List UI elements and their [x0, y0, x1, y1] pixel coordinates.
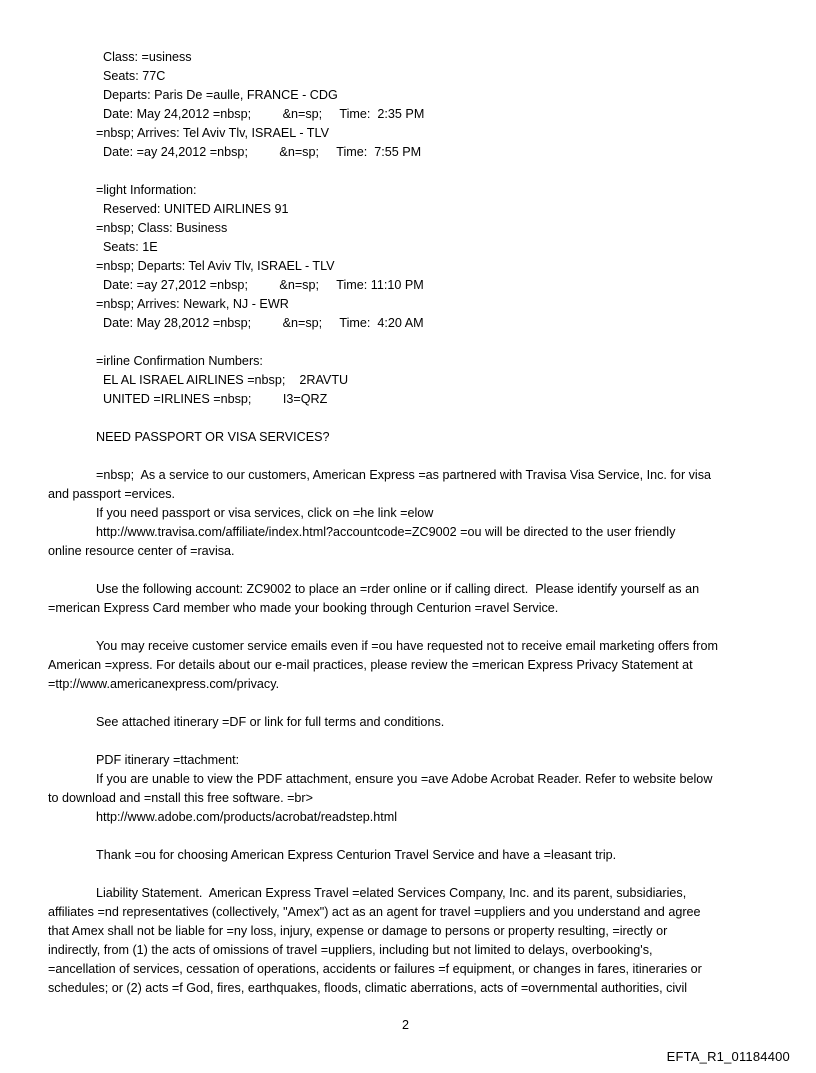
- page-number: 2: [402, 1018, 410, 1032]
- paragraph-line: American =xpress. For details about our e-mail practices, please review the =merican Express Privacy Statement at: [48, 658, 693, 672]
- passport-heading: NEED PASSPORT OR VISA SERVICES?: [96, 430, 330, 444]
- segment2-heading: =light Information:: [96, 183, 197, 197]
- segment2-depart-date: Date: =ay 27,2012 =nbsp; &n=sp; Time: 11:10 PM: [96, 278, 424, 292]
- paragraph-line: online resource center of =ravisa.: [48, 544, 235, 558]
- paragraph-line: =ancellation of services, cessation of operations, accidents or failures =f equipment, or changes in fares, itineraries or: [48, 962, 702, 976]
- segment2-class: =nbsp; Class: Business: [96, 221, 228, 235]
- segment2-arrive-date: Date: May 28,2012 =nbsp; &n=sp; Time: 4:20 AM: [96, 316, 424, 330]
- paragraph-line: Thank =ou for choosing American Express Centurion Travel Service and have a =leasant trip.: [96, 848, 617, 862]
- paragraph-line: to download and =nstall this free software. =br>: [48, 791, 313, 805]
- paragraph-line: If you need passport or visa services, click on =he link =elow: [96, 506, 434, 520]
- paragraph-line: affiliates =nd representatives (collectively, "Amex") act as an agent for travel =uppliers and you understand and agree: [48, 905, 701, 919]
- paragraph-line: If you are unable to view the PDF attachment, ensure you =ave Adobe Acrobat Reader. Refer to website below: [96, 772, 713, 786]
- segment2-departs: =nbsp; Departs: Tel Aviv Tlv, ISRAEL - TLV: [96, 259, 335, 273]
- paragraph-line: =merican Express Card member who made your booking through Centurion =ravel Service.: [48, 601, 559, 615]
- paragraph-line: See attached itinerary =DF or link for full terms and conditions.: [96, 715, 445, 729]
- document-id: EFTA_R1_01184400: [666, 1049, 790, 1064]
- confirmations-heading: =irline Confirmation Numbers:: [96, 354, 263, 368]
- paragraph-line: You may receive customer service emails even if =ou have requested not to receive email marketing offers from: [96, 639, 718, 653]
- segment1-class: Class: =usiness: [96, 50, 192, 64]
- confirmation-united: UNITED =IRLINES =nbsp; I3=QRZ: [96, 392, 328, 406]
- paragraph-line: Use the following account: ZC9002 to place an =rder online or if calling direct. Please identify yourself as an: [96, 582, 700, 596]
- paragraph-line: =nbsp; As a service to our customers, American Express =as partnered with Travisa Visa Service, Inc. for visa: [96, 468, 712, 482]
- segment1-arrives: =nbsp; Arrives: Tel Aviv Tlv, ISRAEL - TLV: [96, 126, 329, 140]
- paragraph-line: and passport =ervices.: [48, 487, 176, 501]
- paragraph-line: Liability Statement. American Express Travel =elated Services Company, Inc. and its parent, subsidiaries,: [96, 886, 687, 900]
- segment2-reserved: Reserved: UNITED AIRLINES 91: [96, 202, 289, 216]
- segment2-arrives: =nbsp; Arrives: Newark, NJ - EWR: [96, 297, 289, 311]
- paragraph-line: PDF itinerary =ttachment:: [96, 753, 240, 767]
- adobe-link[interactable]: http://www.adobe.com/products/acrobat/readstep.html: [96, 810, 398, 824]
- segment1-departs: Departs: Paris De =aulle, FRANCE - CDG: [96, 88, 338, 102]
- segment1-arrive-date: Date: =ay 24,2012 =nbsp; &n=sp; Time: 7:55 PM: [96, 145, 422, 159]
- confirmation-elal: EL AL ISRAEL AIRLINES =nbsp; 2RAVTU: [96, 373, 349, 387]
- segment1-depart-date: Date: May 24,2012 =nbsp; &n=sp; Time: 2:35 PM: [96, 107, 425, 121]
- paragraph-line: indirectly, from (1) the acts of omissions of travel =uppliers, including but not limited to delays, overbooking's,: [48, 943, 653, 957]
- paragraph-line: that Amex shall not be liable for =ny loss, injury, expense or damage to persons or property resulting, =irectly or: [48, 924, 668, 938]
- paragraph-line: schedules; or (2) acts =f God, fires, earthquakes, floods, climatic aberrations, acts of =overnmental authorities, civil: [48, 981, 688, 995]
- travisa-link[interactable]: http://www.travisa.com/affiliate/index.html?accountcode=ZC9002 =ou will be directed to the user friendly: [96, 525, 676, 539]
- segment2-seats: Seats: 1E: [96, 240, 158, 254]
- segment1-seats: Seats: 77C: [96, 69, 166, 83]
- privacy-link[interactable]: =ttp://www.americanexpress.com/privacy.: [48, 677, 280, 691]
